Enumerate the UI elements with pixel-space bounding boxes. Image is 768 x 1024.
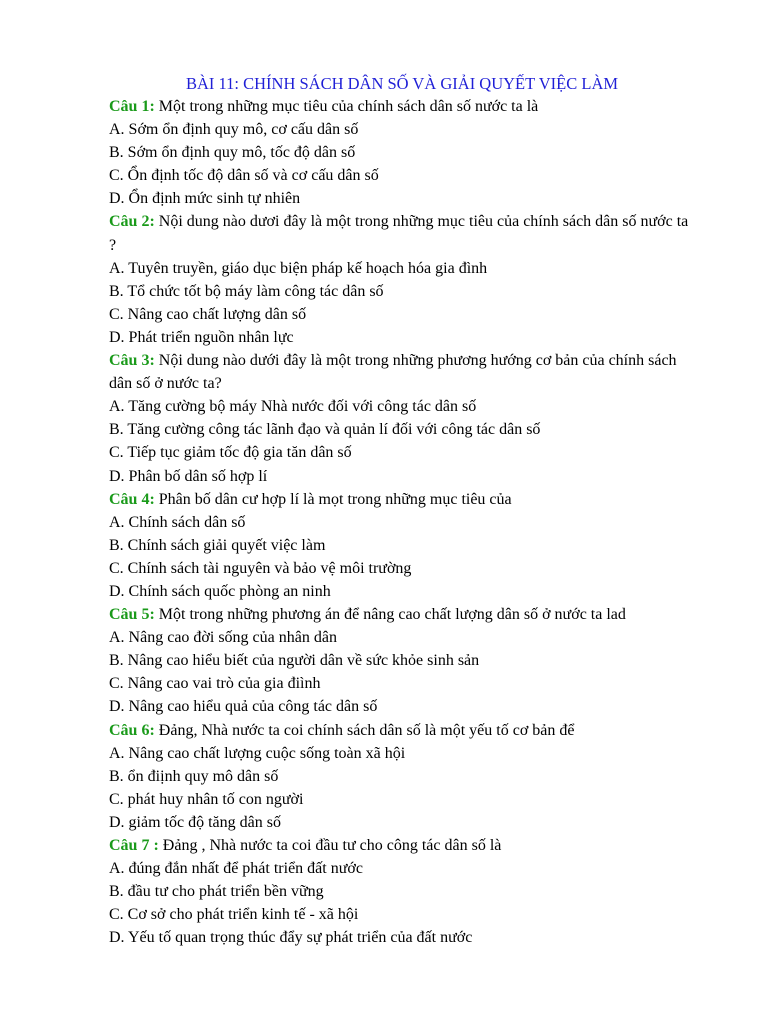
question-text: Một trong những phương án để nâng cao chất lượng dân số ở nước ta lad — [154, 606, 626, 624]
question-label: Câu 5: — [109, 606, 155, 624]
option-6a: A. Nâng cao chất lượng cuộc sống toàn xã hội — [109, 744, 406, 762]
question-text: Đảng, Nhà nước ta coi chính sách dân số là một yếu tố cơ bản để — [154, 721, 575, 739]
question-7 — [109, 834, 709, 857]
question-6 — [109, 719, 709, 742]
option-5d: D. Nâng cao hiểu quả của công tác dân số — [109, 698, 378, 716]
option-3b: B. Tăng cường công tác lãnh đạo và quản lí đối với công tác dân số — [109, 421, 541, 439]
option-2c: C. Nâng cao chất lượng dân số — [109, 305, 307, 323]
question-text: Phân bố dân cư hợp lí là mọt trong những mục tiêu của — [154, 490, 512, 508]
option-7b: B. đầu tư cho phát triển bền vững — [109, 883, 324, 901]
option-5b: B. Nâng cao hiểu biết của người dân về sức khỏe sinh sản — [109, 652, 480, 670]
option-2d: D. Phát triển nguồn nhân lực — [109, 328, 294, 346]
question-5 — [109, 603, 709, 626]
option-1a: A. Sớm ổn định quy mô, cơ cấu dân số — [109, 121, 359, 139]
option-3c: C. Tiếp tục giảm tốc độ gia tăn dân số — [109, 444, 352, 462]
question-4 — [109, 488, 709, 511]
option-4c: C. Chính sách tài nguyên và bảo vệ môi trường — [109, 559, 412, 577]
question-text: Đảng , Nhà nước ta coi đầu tư cho công tác dân số là — [158, 837, 502, 854]
option-4d: D. Chính sách quốc phòng an ninh — [109, 582, 331, 600]
question-text: Một trong những mục tiêu của chính sách dân số nước ta là — [154, 98, 539, 115]
option-5c: C. Nâng cao vai trò của gia điình — [109, 675, 321, 693]
option-5a: A. Nâng cao đời sống của nhân dân — [109, 629, 337, 647]
question-1 — [109, 95, 709, 118]
question-label: Câu 4: — [109, 490, 155, 508]
option-7d: D. Yếu tố quan trọng thúc đẩy sự phát triển của đất nước — [109, 929, 473, 947]
option-6c: C. phát huy nhân tố con người — [109, 790, 304, 808]
option-7c: C. Cơ sở cho phát triển kinh tế - xã hội — [109, 906, 359, 924]
option-4a: A. Chính sách dân số — [109, 513, 246, 531]
option-6b: B. ổn điịnh quy mô dân số — [109, 767, 279, 785]
option-2b: B. Tổ chức tốt bộ máy làm công tác dân số — [109, 282, 384, 300]
question-2 — [109, 210, 699, 256]
option-4b: B. Chính sách giải quyết việc làm — [109, 536, 326, 554]
option-1d: D. Ổn định mức sinh tự nhiên — [109, 190, 301, 208]
question-text: Nội dung nào dươi đây là một trong những mục tiêu của chính sách dân số nước ta ? — [109, 213, 689, 254]
option-7a: A. đúng đắn nhất để phát triển đất nước — [109, 860, 363, 878]
question-label: Câu 7 : — [109, 837, 159, 854]
document-page — [109, 72, 709, 949]
option-1c: C. Ổn định tốc độ dân số và cơ cấu dân số — [109, 167, 379, 185]
option-3d: D. Phân bố dân số hợp lí — [109, 467, 268, 485]
question-label: Câu 6: — [109, 721, 155, 739]
option-6d: D. giảm tốc độ tăng dân số — [109, 813, 281, 831]
option-3a: A. Tăng cường bộ máy Nhà nước đối với công tác dân số — [109, 398, 477, 416]
question-text: Nội dung nào dưới đây là một trong những phương hướng cơ bản của chính sách dân số ở nước ta? — [109, 352, 677, 393]
option-2a: A. Tuyên truyền, giáo dục biện pháp kế hoạch hóa gia đình — [109, 259, 488, 277]
question-3 — [109, 349, 699, 395]
option-1b: B. Sớm ổn định quy mô, tốc độ dân số — [109, 144, 356, 162]
question-label: Câu 3: — [109, 352, 155, 370]
question-label: Câu 1: — [109, 98, 155, 115]
page-title: BÀI 11: CHÍNH SÁCH DÂN SỐ VÀ GIẢI QUYẾT VIỆC LÀM — [185, 74, 619, 93]
question-label: Câu 2: — [109, 213, 155, 231]
